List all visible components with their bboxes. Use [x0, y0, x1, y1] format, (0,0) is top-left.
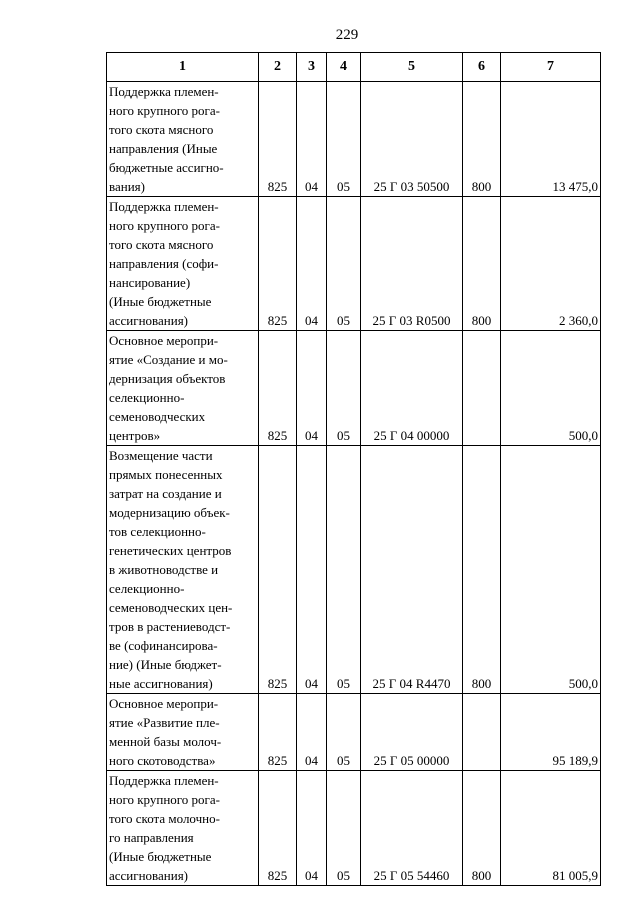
cell-col-2: 825 — [259, 331, 297, 446]
cell-col-4: 05 — [327, 331, 361, 446]
cell-amount: 2 360,0 — [501, 197, 601, 331]
cell-col-6: 800 — [463, 82, 501, 197]
column-header-4: 4 — [327, 53, 361, 82]
cell-col-3: 04 — [297, 446, 327, 694]
table-row — [107, 331, 601, 446]
cell-col-3: 04 — [297, 197, 327, 331]
cell-col-6 — [463, 694, 501, 771]
page-number: 229 — [335, 27, 359, 43]
column-header-3: 3 — [297, 53, 327, 82]
cell-col-5: 25 Г 04 R4470 — [361, 446, 463, 694]
cell-col-6 — [463, 331, 501, 446]
cell-col-2: 825 — [259, 446, 297, 694]
cell-col-6: 800 — [463, 197, 501, 331]
row-name: Поддержка племен- ного крупного рога- того скота мясного направления (софи- нансирование) (Иные бюджетные ассигнования) — [107, 197, 259, 331]
cell-col-4: 05 — [327, 694, 361, 771]
cell-amount: 13 475,0 — [501, 82, 601, 197]
row-name: Поддержка племен- ного крупного рога- того скота мясного направления (Иные бюджетные ассигно- вания) — [107, 82, 259, 197]
table-row — [107, 197, 601, 331]
cell-col-6: 800 — [463, 446, 501, 694]
column-header-7: 7 — [501, 53, 601, 82]
column-header-1: 1 — [107, 53, 259, 82]
row-name: Основное меропри- ятие «Создание и мо- дернизация объектов селекционно- семеноводческих центров» — [107, 331, 259, 446]
cell-col-5: 25 Г 04 00000 — [361, 331, 463, 446]
cell-col-3: 04 — [297, 694, 327, 771]
row-name: Поддержка племен- ного крупного рога- того скота молочно- го направления (Иные бюджетные ассигнования) — [107, 771, 259, 886]
column-header-6: 6 — [463, 53, 501, 82]
column-header-2: 2 — [259, 53, 297, 82]
cell-col-4: 05 — [327, 446, 361, 694]
cell-col-2: 825 — [259, 82, 297, 197]
cell-col-4: 05 — [327, 197, 361, 331]
cell-col-2: 825 — [259, 771, 297, 886]
cell-col-3: 04 — [297, 771, 327, 886]
table-row — [107, 446, 601, 694]
cell-col-5: 25 Г 03 R0500 — [361, 197, 463, 331]
cell-amount: 81 005,9 — [501, 771, 601, 886]
table-row — [107, 771, 601, 886]
cell-amount: 95 189,9 — [501, 694, 601, 771]
table-row — [107, 694, 601, 771]
cell-col-5: 25 Г 05 00000 — [361, 694, 463, 771]
cell-col-2: 825 — [259, 694, 297, 771]
header-row — [107, 53, 601, 82]
cell-col-6: 800 — [463, 771, 501, 886]
cell-amount: 500,0 — [501, 446, 601, 694]
cell-col-3: 04 — [297, 82, 327, 197]
cell-col-4: 05 — [327, 82, 361, 197]
cell-col-2: 825 — [259, 197, 297, 331]
cell-col-4: 05 — [327, 771, 361, 886]
cell-col-3: 04 — [297, 331, 327, 446]
table-row — [107, 82, 601, 197]
row-name: Возмещение части прямых понесенных затрат на создание и модернизацию объек- тов селекционно- генетических центров в животноводстве и селекционно- семеноводческих цен- тров в растениеводст- ве (софинансирова- ние) (Иные бюджет- ные ассигнования) — [107, 446, 259, 694]
cell-col-5: 25 Г 03 50500 — [361, 82, 463, 197]
budget-table — [106, 52, 601, 886]
cell-col-5: 25 Г 05 54460 — [361, 771, 463, 886]
cell-amount: 500,0 — [501, 331, 601, 446]
column-header-5: 5 — [361, 53, 463, 82]
row-name: Основное меропри- ятие «Развитие пле- менной базы молоч- ного скотоводства» — [107, 694, 259, 771]
